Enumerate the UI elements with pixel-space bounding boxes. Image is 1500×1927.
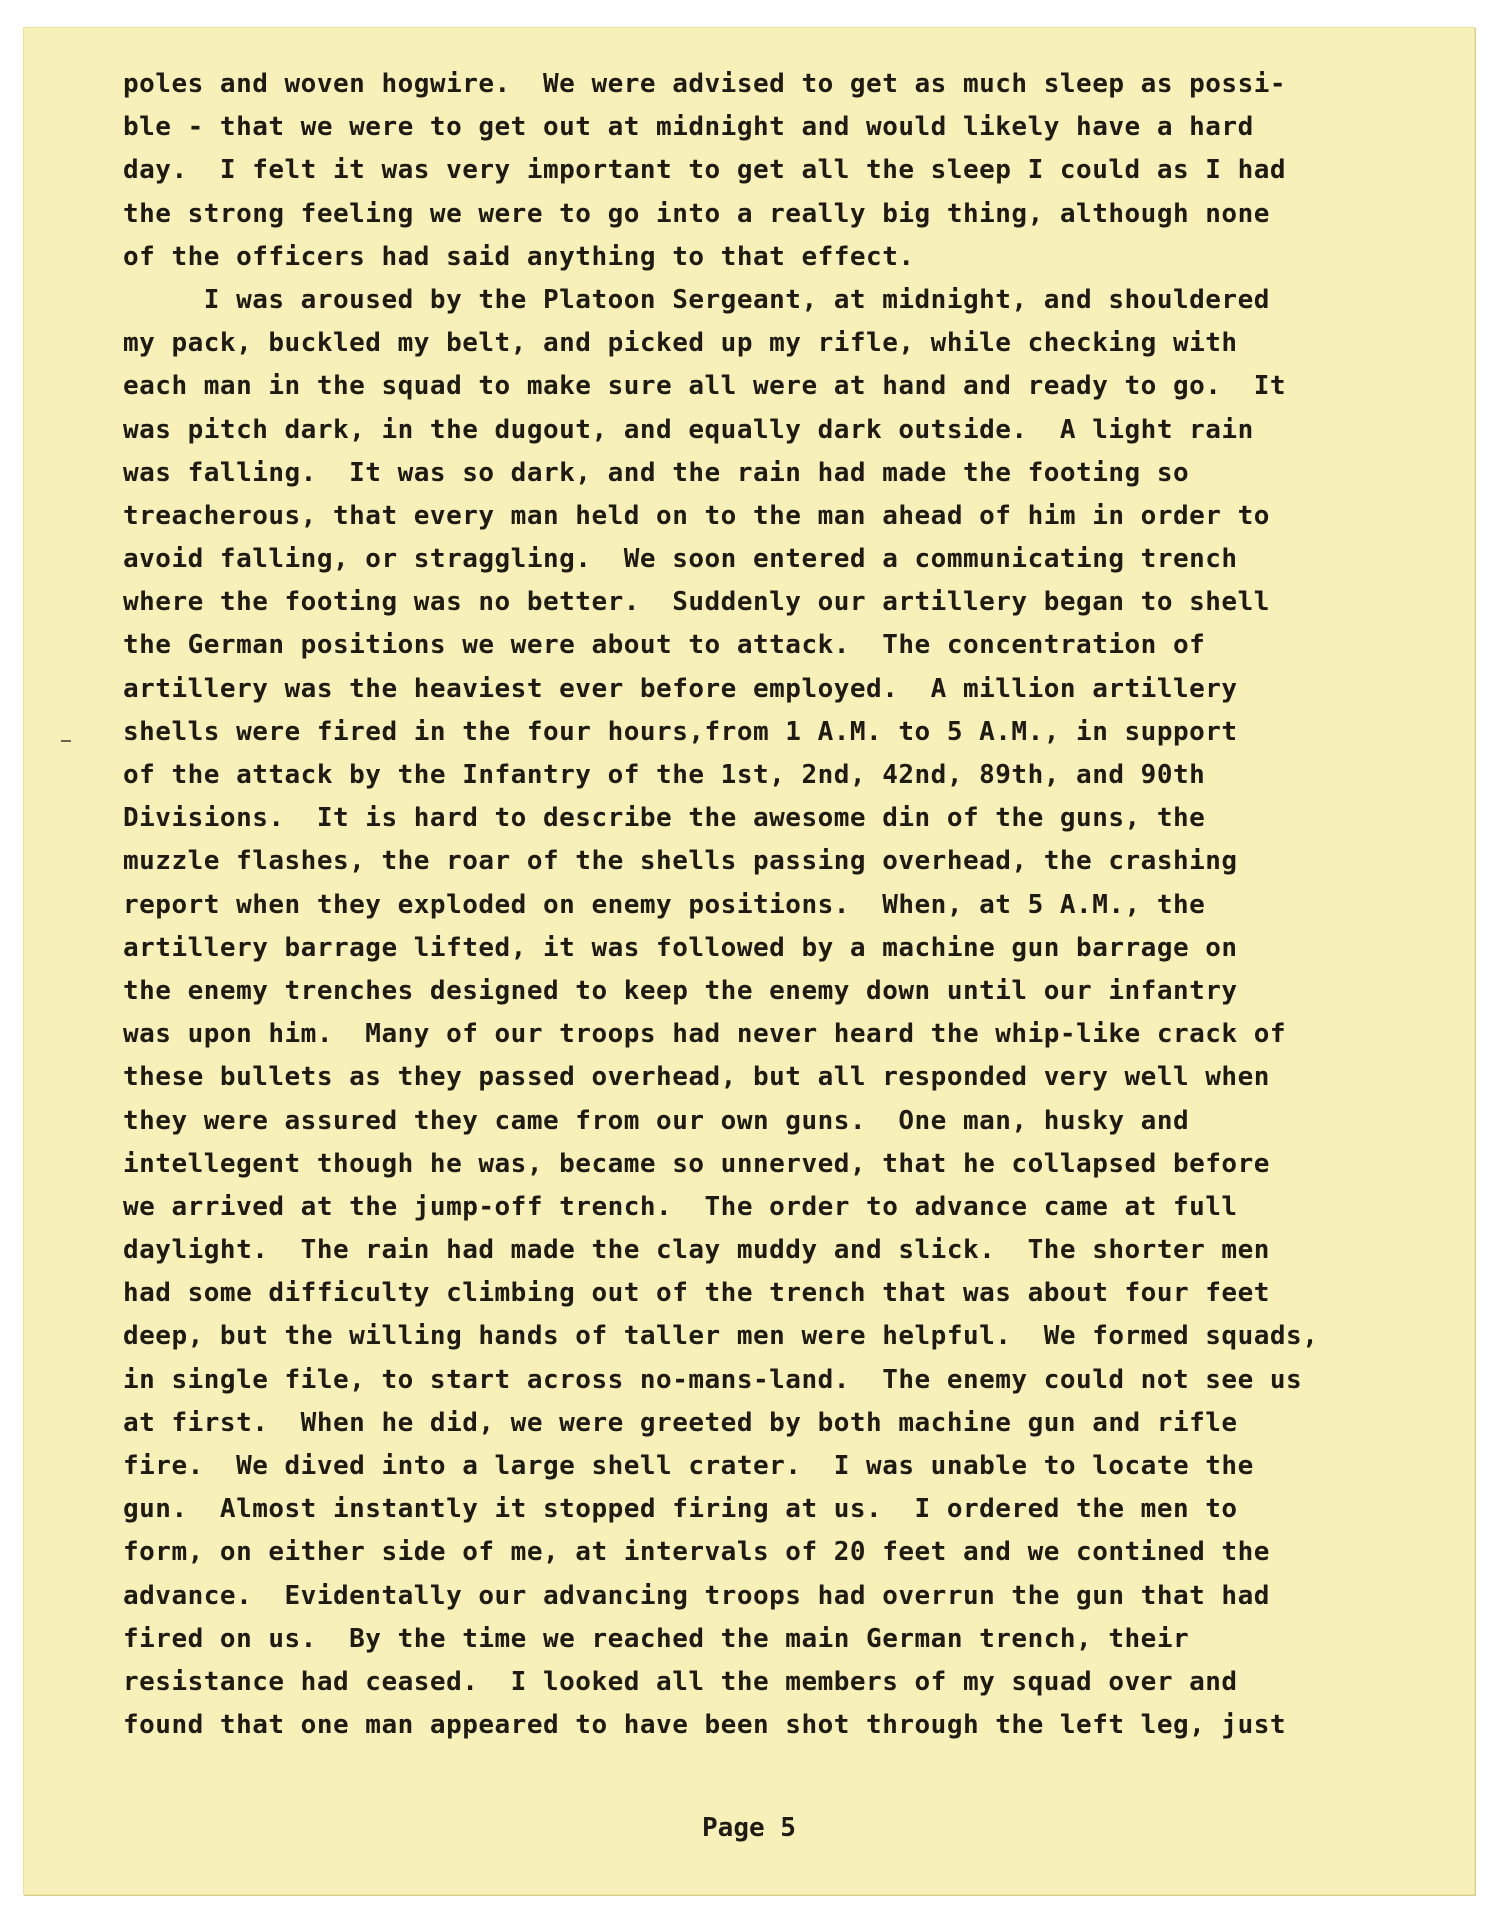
text-line: resistance had ceased. I looked all the members of my squad over and [123,1666,1238,1697]
text-line: where the footing was no better. Suddenly our artillery began to shell [123,587,1270,618]
text-line: advance. Evidentally our advancing troops had overrun the gun that had [123,1580,1270,1611]
text-line: avoid falling, or straggling. We soon entered a communicating trench [123,544,1238,575]
text-line: was falling. It was so dark, and the rain had made the footing so [123,457,1190,488]
text-line: they were assured they came from our own guns. One man, husky and [123,1105,1190,1136]
text-line: each man in the squad to make sure all were at hand and ready to go. It [123,371,1287,402]
text-line: Divisions. It is hard to describe the awesome din of the guns, the [123,803,1206,834]
text-line: the strong feeling we were to go into a really big thing, although none [123,198,1270,229]
text-line: of the officers had said anything to that effect. [123,241,915,272]
text-line: fire. We dived into a large shell crater. I was unable to locate the [123,1451,1254,1481]
body-text [123,63,1463,1747]
text-line: deep, but the willing hands of taller men were helpful. We formed squads, [123,1321,1319,1352]
text-line: the German positions we were about to attack. The concentration of [123,630,1206,661]
text-line: report when they exploded on enemy positions. When, at 5 A.M., the [123,889,1206,920]
text-line: these bullets as they passed overhead, but all responded very well when [123,1062,1270,1093]
text-line: artillery barrage lifted, it was followed by a machine gun barrage on [123,932,1238,963]
text-line: fired on us. By the time we reached the main German trench, their [123,1623,1190,1654]
margin-mark [61,740,71,742]
text-line: we arrived at the jump-off trench. The order to advance came at full [123,1191,1238,1222]
text-line: intellegent though he was, became so unnerved, that he collapsed before [123,1148,1270,1179]
text-line: artillery was the heaviest ever before employed. A million artillery [123,673,1238,704]
text-line: had some difficulty climbing out of the trench that was about four feet [123,1278,1270,1309]
text-line: poles and woven hogwire. We were advised to get as much sleep as possi- [123,69,1287,99]
text-line: in single file, to start across no-mans-land. The enemy could not see us [123,1364,1303,1395]
text-line: at first. When he did, we were greeted by both machine gun and rifle [123,1407,1238,1438]
text-line: daylight. The rain had made the clay muddy and slick. The shorter men [123,1235,1270,1266]
text-line: gun. Almost instantly it stopped firing at us. I ordered the men to [123,1494,1238,1525]
text-line: ble - that we were to get out at midnight and would likely have a hard [123,112,1254,143]
text-line: treacherous, that every man held on to the man ahead of him in order to [123,500,1270,531]
text-line: the enemy trenches designed to keep the enemy down until our infantry [123,975,1238,1006]
text-line: my pack, buckled my belt, and picked up my rifle, while checking with [123,328,1238,359]
text-line: was pitch dark, in the dugout, and equally dark outside. A light rain [123,414,1254,445]
text-line: shells were fired in the four hours,from 1 A.M. to 5 A.M., in support [123,716,1238,747]
page-number: Page 5 [702,1813,796,1843]
text-line: form, on either side of me, at intervals of 20 feet and we contined the [123,1537,1270,1568]
text-line: I was aroused by the Platoon Sergeant, at midnight, and shouldered [123,284,1270,315]
text-line: day. I felt it was very important to get all the sleep I could as I had [123,155,1287,186]
text-line: muzzle flashes, the roar of the shells passing overhead, the crashing [123,846,1238,877]
text-line: found that one man appeared to have been shot through the left leg, just [123,1710,1287,1741]
typed-page [23,27,1475,1895]
text-line: of the attack by the Infantry of the 1st, 2nd, 42nd, 89th, and 90th [123,760,1206,790]
text-line: was upon him. Many of our troops had never heard the whip-like crack of [123,1019,1287,1050]
